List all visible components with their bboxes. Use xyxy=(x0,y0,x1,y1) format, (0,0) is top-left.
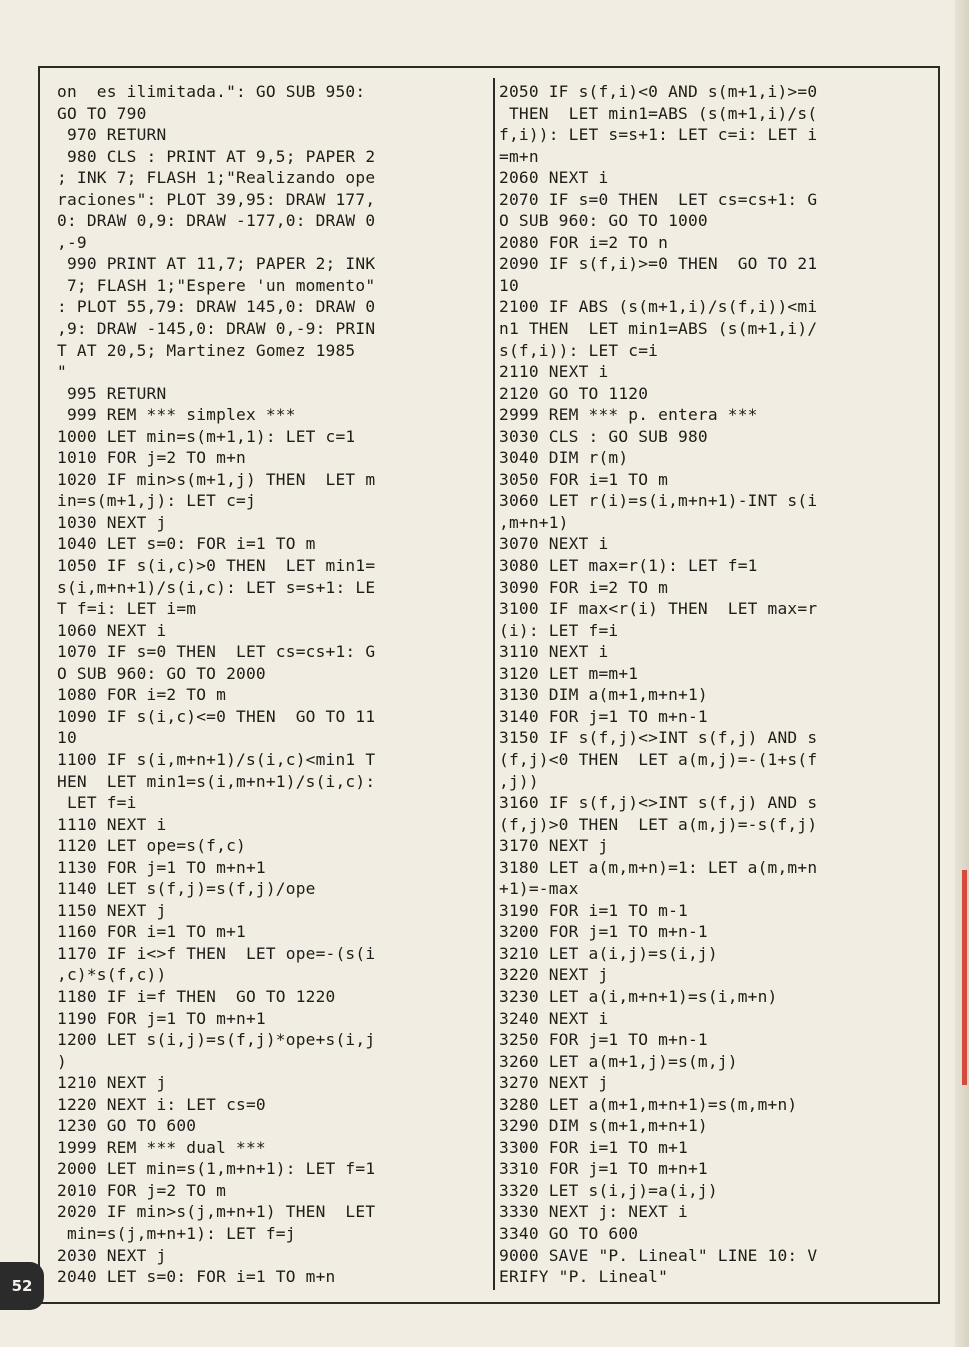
code-line: O SUB 960: GO TO 2000 xyxy=(57,663,266,683)
code-line: 3140 FOR j=1 TO m+n-1 xyxy=(499,706,708,726)
code-line: 1070 IF s=0 THEN LET cs=cs+1: G xyxy=(57,642,376,662)
code-line: 1010 FOR j=2 TO m+n xyxy=(57,448,246,468)
code-line: 1999 REM *** dual *** xyxy=(57,1137,266,1157)
code-line: 1000 LET min=s(m+1,1): LET c=1 xyxy=(57,426,356,446)
code-line: 1180 IF i=f THEN GO TO 1220 xyxy=(57,986,336,1006)
code-line: 1170 IF i<>f THEN LET ope=-(s(i xyxy=(57,943,376,963)
code-line: 1230 GO TO 600 xyxy=(57,1116,197,1136)
code-line: GO TO 790 xyxy=(57,103,147,123)
code-line: 970 RETURN xyxy=(57,125,167,145)
code-column-left xyxy=(57,81,482,1288)
code-line: " xyxy=(57,362,67,382)
code-line: 995 RETURN xyxy=(57,383,167,403)
code-line: 999 REM *** simplex *** xyxy=(57,405,296,425)
code-line: 1050 IF s(i,c)>0 THEN LET min1= xyxy=(57,556,376,576)
code-line: 3190 FOR i=1 TO m-1 xyxy=(499,900,688,920)
code-line: 3200 FOR j=1 TO m+n-1 xyxy=(499,922,708,942)
code-line: 980 CLS : PRINT AT 9,5; PAPER 2 xyxy=(57,146,376,166)
code-line: THEN LET min1=ABS (s(m+1,i)/s( xyxy=(499,103,818,123)
code-line: 3260 LET a(m+1,j)=s(m,j) xyxy=(499,1051,738,1071)
code-line: ,-9 xyxy=(57,232,87,252)
code-line: raciones": PLOT 39,95: DRAW 177, xyxy=(57,189,376,209)
code-line: 3120 LET m=m+1 xyxy=(499,663,639,683)
code-line: 1090 IF s(i,c)<=0 THEN GO TO 11 xyxy=(57,706,376,726)
code-line: 2110 NEXT i xyxy=(499,362,609,382)
code-line: 1030 NEXT j xyxy=(57,512,167,532)
code-line: 1220 NEXT i: LET cs=0 xyxy=(57,1094,266,1114)
code-line: 1150 NEXT j xyxy=(57,900,167,920)
code-line: 3060 LET r(i)=s(i,m+n+1)-INT s(i xyxy=(499,491,818,511)
code-line: 3150 IF s(f,j)<>INT s(f,j) AND s xyxy=(499,728,818,748)
code-line: 3090 FOR i=2 TO m xyxy=(499,577,669,597)
code-line: 3310 FOR j=1 TO m+n+1 xyxy=(499,1159,708,1179)
code-line: (f,j)>0 THEN LET a(m,j)=-s(f,j) xyxy=(499,814,818,834)
code-column-right xyxy=(499,81,931,1288)
code-line: 3210 LET a(i,j)=s(i,j) xyxy=(499,943,718,963)
code-line: 1140 LET s(f,j)=s(f,j)/ope xyxy=(57,879,316,899)
code-line: 10 xyxy=(499,275,519,295)
side-color-tab xyxy=(962,870,967,1085)
code-line: T f=i: LET i=m xyxy=(57,599,197,619)
code-line: 1210 NEXT j xyxy=(57,1073,167,1093)
code-line: 2050 IF s(f,i)<0 AND s(m+1,i)>=0 xyxy=(499,82,818,101)
code-line: O SUB 960: GO TO 1000 xyxy=(499,211,708,231)
code-line: 3230 LET a(i,m+n+1)=s(i,m+n) xyxy=(499,986,778,1006)
code-line: f,i)): LET s=s+1: LET c=i: LET i xyxy=(499,125,818,145)
code-line: 3160 IF s(f,j)<>INT s(f,j) AND s xyxy=(499,793,818,813)
code-line: T AT 20,5; Martinez Gomez 1985 xyxy=(57,340,356,360)
code-line: =m+n xyxy=(499,146,539,166)
code-line: 2040 LET s=0: FOR i=1 TO m+n xyxy=(57,1267,336,1287)
code-line: 3330 NEXT j: NEXT i xyxy=(499,1202,688,1222)
code-line: n1 THEN LET min1=ABS (s(m+1,i)/ xyxy=(499,319,818,339)
code-line: 3110 NEXT i xyxy=(499,642,609,662)
code-line: 3030 CLS : GO SUB 980 xyxy=(499,426,708,446)
code-line: 3320 LET s(i,j)=a(i,j) xyxy=(499,1180,718,1200)
code-line: s(i,m+n+1)/s(i,c): LET s=s+1: LE xyxy=(57,577,376,597)
code-line: 3100 IF max<r(i) THEN LET max=r xyxy=(499,599,818,619)
code-line: 1100 IF s(i,m+n+1)/s(i,c)<min1 T xyxy=(57,749,376,769)
code-line: 2999 REM *** p. entera *** xyxy=(499,405,758,425)
code-line: 1160 FOR i=1 TO m+1 xyxy=(57,922,246,942)
code-line: 3170 NEXT j xyxy=(499,836,609,856)
code-line: 7; FLASH 1;"Espere 'un momento" xyxy=(57,275,376,295)
code-line: 3220 NEXT j xyxy=(499,965,609,985)
code-line: 3340 GO TO 600 xyxy=(499,1223,639,1243)
code-line: HEN LET min1=s(i,m+n+1)/s(i,c): xyxy=(57,771,376,791)
code-line: 1020 IF min>s(m+1,j) THEN LET m xyxy=(57,469,376,489)
code-line: 2060 NEXT i xyxy=(499,168,609,188)
code-line: 2070 IF s=0 THEN LET cs=cs+1: G xyxy=(499,189,818,209)
code-line: ,j)) xyxy=(499,771,539,791)
code-line: ERIFY "P. Lineal" xyxy=(499,1267,669,1287)
code-line: LET f=i xyxy=(57,793,137,813)
column-divider xyxy=(493,78,495,1290)
code-line: 990 PRINT AT 11,7; PAPER 2; INK xyxy=(57,254,376,274)
code-line: 0: DRAW 0,9: DRAW -177,0: DRAW 0 xyxy=(57,211,376,231)
code-line: 1120 LET ope=s(f,c) xyxy=(57,836,246,856)
code-line: 2120 GO TO 1120 xyxy=(499,383,649,403)
code-line: 10 xyxy=(57,728,77,748)
code-line: 2020 IF min>s(j,m+n+1) THEN LET xyxy=(57,1202,376,1222)
code-line: 1080 FOR i=2 TO m xyxy=(57,685,227,705)
code-line: ,m+n+1) xyxy=(499,512,569,532)
code-line: 1110 NEXT i xyxy=(57,814,167,834)
code-line: 3280 LET a(m+1,m+n+1)=s(m,m+n) xyxy=(499,1094,798,1114)
code-line: 9000 SAVE "P. Lineal" LINE 10: V xyxy=(499,1245,818,1265)
code-line: (f,j)<0 THEN LET a(m,j)=-(1+s(f xyxy=(499,749,818,769)
code-line: 1040 LET s=0: FOR i=1 TO m xyxy=(57,534,316,554)
code-line: 3130 DIM a(m+1,m+n+1) xyxy=(499,685,708,705)
code-line: ) xyxy=(57,1051,67,1071)
code-line: 1200 LET s(i,j)=s(f,j)*ope+s(i,j xyxy=(57,1030,376,1050)
code-line: (i): LET f=i xyxy=(499,620,619,640)
code-line: 3300 FOR i=1 TO m+1 xyxy=(499,1137,688,1157)
code-line: 2030 NEXT j xyxy=(57,1245,167,1265)
code-line: 2100 IF ABS (s(m+1,i)/s(f,i))<mi xyxy=(499,297,818,317)
code-line: 1190 FOR j=1 TO m+n+1 xyxy=(57,1008,266,1028)
code-line: 2000 LET min=s(1,m+n+1): LET f=1 xyxy=(57,1159,376,1179)
page-number-badge: 52 xyxy=(0,1262,44,1310)
code-line: 3040 DIM r(m) xyxy=(499,448,629,468)
code-line: +1)=-max xyxy=(499,879,579,899)
code-line: 2090 IF s(f,i)>=0 THEN GO TO 21 xyxy=(499,254,818,274)
code-line: s(f,i)): LET c=i xyxy=(499,340,659,360)
code-line: : PLOT 55,79: DRAW 145,0: DRAW 0 xyxy=(57,297,376,317)
code-line: 3180 LET a(m,m+n)=1: LET a(m,m+n xyxy=(499,857,818,877)
code-line: 3250 FOR j=1 TO m+n-1 xyxy=(499,1030,708,1050)
code-line: 2080 FOR i=2 TO n xyxy=(499,232,669,252)
page-edge xyxy=(955,0,969,1347)
code-line: 1130 FOR j=1 TO m+n+1 xyxy=(57,857,266,877)
code-line: min=s(j,m+n+1): LET f=j xyxy=(57,1223,296,1243)
code-line: on es ilimitada.": GO SUB 950: xyxy=(57,82,366,101)
code-line: ; INK 7; FLASH 1;"Realizando ope xyxy=(57,168,376,188)
code-line: 3070 NEXT i xyxy=(499,534,609,554)
code-line: 3050 FOR i=1 TO m xyxy=(499,469,669,489)
code-line: 3080 LET max=r(1): LET f=1 xyxy=(499,556,758,576)
code-line: 3240 NEXT i xyxy=(499,1008,609,1028)
code-line: ,c)*s(f,c)) xyxy=(57,965,167,985)
code-line: 2010 FOR j=2 TO m xyxy=(57,1180,227,1200)
code-line: in=s(m+1,j): LET c=j xyxy=(57,491,256,511)
code-line: ,9: DRAW -145,0: DRAW 0,-9: PRIN xyxy=(57,319,376,339)
code-line: 3290 DIM s(m+1,m+n+1) xyxy=(499,1116,708,1136)
code-line: 1060 NEXT i xyxy=(57,620,167,640)
code-line: 3270 NEXT j xyxy=(499,1073,609,1093)
